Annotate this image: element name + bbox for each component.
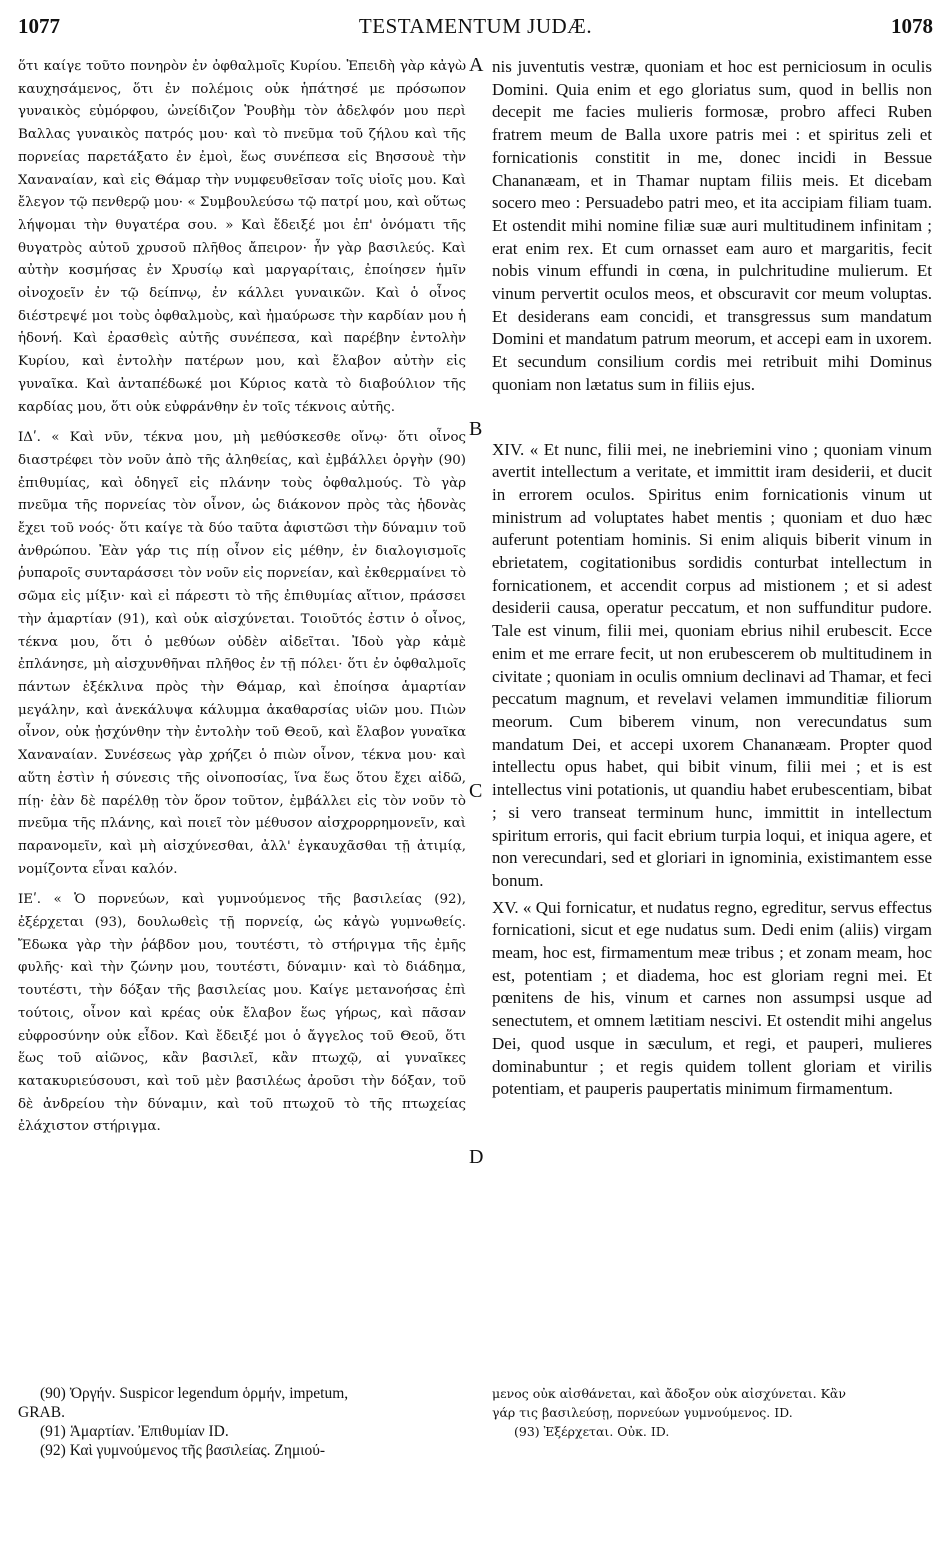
greek-column: [18, 56, 466, 1139]
latin-paragraph-13: nis juventutis vestræ, quoniam et hoc est perniciosum in oculis Domini. Quia enim et ego gloriatus sum, quod in bellis non decepit me facies mulieris formosæ, probro affeci Ruben fratrem meum de Balla uxore patris mei : et spiritus zeli et fornicationis constitit in me, donec incidi in Bessue Chananæam, et in Thamar nuptam filiis meis. Et dicebam socero meo : Persuadebo patri meo, et ita accipiam filiam tuam. Et ostendit mihi nomine filiæ suæ auri multitudinem infinitam ; erat enim rex. Et cum ornasset eam auro et margaritis, fecit nobis vinum effundi in cœna, in pulchritudine mulierum. Et vinum pervertit oculos meos, et obscuravit cor meum voluptas. Et desiderans eam concidi, et transgressus sum mandatum Domini et mandatum patrum meorum, et accepi eam in uxorem. Et secundum consilium cordis mei retribuit mihi Dominus quoniam non lætatus sum in filiis ejus.: [492, 57, 932, 394]
footnotes-right: [492, 1384, 932, 1441]
page-header: [18, 14, 933, 46]
page-number-right: 1078: [891, 14, 933, 38]
latin-column: [492, 56, 932, 1101]
footnote-90: (90) Ὀργήν. Suspicor legendum ὁρμήν, impetum,: [40, 1385, 349, 1402]
latin-paragraph-15: XV. « Qui fornicatur, et nudatus regno, egreditur, servus effectus fornicationi, sicut et ege nudatus sum. Dedi enim (aliis) virgam meam, hoc est, firmamentum meæ tribus ; et zonam meam, hoc est, potentiam ; et diadema, hoc est gloriam regni mei. Et pœnitens de his, vinum et carnes non assumpsi usque ad senectutem, et omnem lætitiam nescivi. Et ostendit mihi angelus Dei, quod usque in sæculum, et regi, et pauperi, mulieres dominabuntur ; et regis quidem tollent gloriam et virilis potentiam, et pauperis paupertatis minimum firmamentum.: [492, 897, 932, 1099]
greek-paragraph-15: ΙΕʹ. « Ὁ πορνεύων, καὶ γυμνούμενος τῆς βασιλείας (92), ἐξέρχεται (93), δουλωθεὶς τῇ πορνείᾳ, ὡς κἀγὼ γυμνωθείς. Ἔδωκα γὰρ τὴν ῥάβδον μου, τουτέστι, τὸ στήριγμα τῆς ἐμῆς φυλῆς· καὶ τὴν ζώνην μου, τουτέστι, δύναμιν· καὶ τὸ διάδημα, τουτέστι, τὴν δόξαν τῆς βασιλείας μου. Καίγε μετανοήσας ἐπὶ τούτοις, οἶνον καὶ κρέας οὐκ ἔλαβον ἕως γήρως, καὶ πᾶσαν εὐφροσύνην οὐκ εἶδον. Καὶ ἔδειξέ μοι ὁ ἄγγελος τοῦ Θεοῦ, ὅτι ἕως τοῦ αἰῶνος, κἂν βασιλεῖ, κἂν πτωχῷ, αἱ γυναῖκες κατακυριεύσουσι, καὶ τοῦ μὲν βασιλέως ἀροῦσι τὴν δόξαν, τοῦ δὲ ἀνδρείου τὴν δύναμιν, καὶ τοῦ πτωχοῦ τὸ τῆς πτωχείας ἐλάχιστον στήριγμα.: [18, 892, 466, 1135]
column-marker-c: C: [469, 780, 483, 802]
footnote-92-continued-2: γάρ τις βασιλεύσῃ, πορνεύων γυμνούμενος. ID.: [492, 1405, 793, 1420]
latin-paragraph-14: XIV. « Et nunc, filii mei, ne inebriemini vino ; quoniam vinum avertit intellectum a veritate, et immittit iram desiderii, et ducit in errorem oculos. Spiritus enim fornicationis vinum ut ministrum ad voluptates habet mentis ; quoniam et duo hæc auferunt potentiam hominis. Si enim aliquis biberit vinum in ebrietatem, cogitationibus sordidis conturbat intellectum in fornicationem, et accendit corpus ad mistionem ; et si adest desiderii causa, operatur peccatum, et non suffunditur pudore. Tale est vinum, filii mei, quoniam ebrius nihil erubescit. Ecce enim et me errare fecit, ut non erubescerem ob multitudinem in civitate ; quoniam in oculis omnium declinavi ad Thamar, et feci peccatum magnum, et revelavi velamen immunditiæ filiorum meorum. Cum biberem vinum, non verecundatus sum mandatum Dei, et accepi uxorem Chananæam. Propter quod intellectu opus habet, qui bibit vinum, filii mei ; et is est intellectus vini potationis, ut quandiu habet erubescentiam, bibat ; si vero transeat terminum hunc, immittit in intellectum spiritum erroris, qui facit ebrium turpia loqui, et iniqua agere, et non verecundari, sed et gloriari in ignominia, existimantem esse bonum.: [492, 439, 932, 890]
greek-paragraph-14: ΙΔʹ. « Καὶ νῦν, τέκνα μου, μὴ μεθύσκεσθε οἴνῳ· ὅτι οἶνος διαστρέφει τὸν νοῦν ἀπὸ τῆς ἀληθείας, καὶ ἐμβάλλει ὀργὴν (90) ἐπιθυμίας, καὶ ὁδηγεῖ εἰς πλάνην τοὺς ὀφθαλμούς. Τὸ γὰρ πνεῦμα τῆς πορνείας τὸν οἶνον, ὡς διάκονον πρὸς τὰς ἡδονὰς ἔχει τοῦ νοός· ὅτι καίγε τὰ δύο ταῦτα ἀφιστῶσι τὴν δύναμιν τοῦ ἀνθρώπου. Ἐὰν γάρ τις πίῃ οἶνον εἰς μέθην, ἐν διαλογισμοῖς ῥυπαροῖς συνταράσσει τὸν νοῦν εἰς πορνείαν, καὶ ἐκθερμαίνει τὸ σῶμα εἰς μίξιν· καὶ εἰ πάρεστι τὸ τῆς ἐπιθυμίας αἴτιον, πράσσει τὴν ἁμαρτίαν (91), καὶ οὐκ αἰσχύνεται. Τοιοῦτός ἐστιν ὁ οἶνος, τέκνα μου, ὅτι ὁ μεθύων οὐδὲν αἰδεῖται. Ἰδοὺ γὰρ κἀμὲ ἐπλάνησε, μὴ αἰσχυνθῆναι πλῆθος ἐν τῇ πόλει· ὅτι ἐν ὀφθαλμοῖς πάντων ἐξέκλινα πρὸς τὴν Θάμαρ, καὶ ἐποίησα ἁμαρτίαν μεγάλην, καὶ ἀνεκάλυψα κάλυμμα ἀκαθαρσίας υἱῶν μου. Πιὼν οἶνον, οὐκ ᾐσχύνθην τὴν ἐντολὴν τοῦ Θεοῦ, καὶ ἔλαβον γυναῖκα Χαναναίαν. Συνέσεως γὰρ χρήζει ὁ πιὼν οἶνον, τέκνα μου· καὶ αὕτη ἐστὶν ἡ σύνεσις τῆς οἰνοποσίας, ἵνα ἕως ὅτου ἔχει αἰδῶ, πίῃ· ἐὰν δὲ παρέλθῃ τὸν ὅρον τοῦτον, ἐμβάλλει εἰς τὸν νοῦν τὸ πνεῦμα τῆς πλάνης, καὶ ποιεῖ τὸν μέθυσον αἰσχρορρημονεῖν, καὶ παρανομεῖν, καὶ μὴ αἰσχύνεσθαι, ἀλλ' ἐγκαυχᾶσθαι τῇ ἀτιμίᾳ, νομίζοντα εἶναι καλόν.: [18, 430, 467, 877]
column-marker-b: B: [469, 418, 483, 440]
greek-paragraph-13: ὅτι καίγε τοῦτο πονηρὸν ἐν ὀφθαλμοῖς Κυρίου. Ἐπειδὴ γὰρ κἀγὼ καυχησάμενος, ὅτι ἐν πολέμοις οὐκ ἡπάτησέ με πρόσωπον γυναικὸς εὐμόρφου, ὠνείδιζον Ῥουβὴμ τὸν ἀδελφόν μου περὶ Βαλλας γυναικὸς πατρός μου· καὶ τὸ πνεῦμα τοῦ ζήλου καὶ τῆς πορνείας παρετάξατο ἐν ἐμοὶ, ἕως συνέπεσα εἰς Βησσουὲ τὴν Χαναναίαν, καὶ εἰς Θάμαρ τὴν νυμφευθεῖσαν τοῖς υἱοῖς μου. Καὶ ἔλεγον τῷ πενθερῷ μου· « Συμβουλεύσω τῷ πατρί μου, καὶ οὕτως λήψομαι τὴν θυγατέρα σου. » Καὶ ἔδειξέ μοι ἐπ' ὀνόματι τῆς θυγατρὸς αὐτοῦ χρυσοῦ πλῆθος ἄπειρον· ἦν γὰρ βασιλεύς. Καὶ αὐτὴν κοσμήσας ἐν Χρυσίῳ καὶ μαργαρίταις, ἐποίησεν ἡμῖν οἰνοχοεῖν ἐν τῷ δείπνῳ, ἐν κάλλει γυναικῶν. Καὶ ὁ οἶνος διέστρεψέ μοι τοὺς ὀφθαλμοὺς, καὶ ἠμαύρωσε τὴν καρδίαν μου ἡ ἡδονή. Καὶ ἐρασθεὶς αὐτῆς συνέπεσα, καὶ παρέβην ἐντολὴν Κυρίου, καὶ ἐντολὴν πατέρων μου, καὶ ἔλαβον αὐτὴν εἰς γυναῖκα. Καὶ ἀνταπέδωκέ μοι Κύριος κατὰ τὸ διαβούλιον τῆς καρδίας μου, ὅτι οὐκ εὐφράνθην ἐν τοῖς τέκνοις αὐτῆς.: [18, 59, 466, 415]
page-number-left: 1077: [18, 14, 60, 38]
running-title: TESTAMENTUM JUDÆ.: [358, 14, 593, 38]
column-marker-d: D: [469, 1146, 484, 1168]
footnote-90-source: GRAB.: [18, 1404, 65, 1421]
footnote-93: (93) Ἐξέρχεται. Οὐκ. ID.: [514, 1424, 670, 1439]
column-marker-a: A: [469, 54, 484, 76]
footnotes-left: [18, 1384, 478, 1460]
footnote-91: (91) Ἁμαρτίαν. Ἐπιθυμίαν ID.: [40, 1423, 229, 1440]
footnote-92: (92) Καὶ γυμνούμενος τῆς βασιλείας. Ζημιού-: [40, 1442, 326, 1459]
footnote-92-continued: μενος οὐκ αἰσθάνεται, καὶ ἄδοξον οὐκ αἰσχύνεται. Κἂν: [492, 1386, 846, 1401]
